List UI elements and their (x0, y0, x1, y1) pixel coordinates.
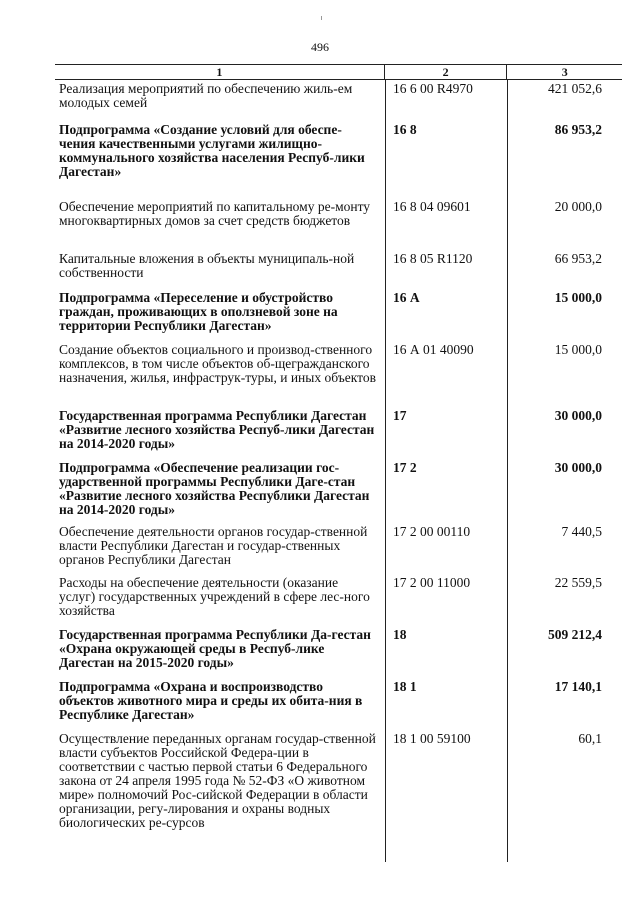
table-row (55, 628, 622, 670)
row-amount: 60,1 (578, 731, 602, 746)
row-code: 16 А 01 40090 (393, 342, 474, 357)
row-amount: 15 000,0 (554, 342, 602, 357)
table-row (55, 461, 622, 517)
row-code: 16 8 05 R1120 (393, 251, 473, 266)
row-code: 16 6 00 R4970 (393, 81, 473, 96)
table-row (55, 252, 622, 280)
column-header-1: 1 (55, 65, 385, 79)
table-body (55, 80, 622, 862)
row-name: Подпрограмма «Обеспечение реализации гос-ударственной программы Республики Даге-стан «Развитие лесного хозяйства Республики Дагестан на 2014-2020 годы» (59, 460, 370, 517)
row-amount: 421 052,6 (548, 81, 602, 96)
row-amount: 7 440,5 (561, 524, 602, 539)
row-code: 18 1 (393, 679, 417, 694)
row-name: Создание объектов социального и производ-ственного комплексов, в том числе объектов об-щегражданского назначения, жилья, инфраструк-туры, и иных объектов (59, 342, 376, 385)
row-name: Осуществление переданных органам государ-ственной власти субъектов Российской Федера-ции в соответствии с частью первой статьи 6 Федерального закона от 24 апреля 1995 года № 52-ФЗ «О животном мире» полномочий Рос-сийской Федерации в области организации, регу-лирования и охраны водных биологических ре-сурсов (59, 731, 376, 830)
row-name: Капитальные вложения в объекты муниципаль-ной собственности (59, 251, 355, 280)
table-row (55, 82, 622, 110)
row-amount: 22 559,5 (554, 575, 602, 590)
table-row (55, 409, 622, 451)
row-name: Подпрограмма «Создание условий для обеспе-чения качественными услугами жилищно-коммунального хозяйства населения Респуб-лики Дагестан» (59, 122, 365, 179)
row-code: 17 2 00 11000 (393, 575, 471, 590)
row-amount: 86 953,2 (554, 122, 602, 137)
column-header-3: 3 (561, 65, 568, 79)
row-name: Обеспечение деятельности органов государ-ственной власти Республики Дагестан и государ-ственных органов Республики Дагестан (59, 524, 368, 567)
table-row (55, 343, 622, 385)
table-header (55, 64, 622, 80)
row-code: 16 8 04 09601 (393, 199, 471, 214)
table-row (55, 200, 622, 228)
row-amount: 30 000,0 (554, 460, 602, 475)
row-amount: 20 000,0 (554, 199, 602, 214)
row-name: Государственная программа Республики Да-гестан «Охрана окружающей среды в Респуб-лике Дагестан на 2015-2020 годы» (59, 627, 371, 670)
row-name: Государственная программа Республики Дагестан «Развитие лесного хозяйства Респуб-лики Дагестан на 2014-2020 годы» (59, 408, 375, 451)
row-name: Расходы на обеспечение деятельности (оказание услуг) государственных учреждений в сфере лес-ного хозяйства (59, 575, 370, 618)
page-number: 496 (311, 40, 329, 54)
row-name: Подпрограмма «Охрана и воспроизводство объектов животного мира и среды их обита-ния в Республике Дагестан» (59, 679, 363, 722)
row-amount: 66 953,2 (554, 251, 602, 266)
row-name: Подпрограмма «Переселение и обустройство граждан, проживающих в оползневой зоне на территории Республики Дагестан» (59, 290, 338, 333)
row-code: 17 2 00 00110 (393, 524, 471, 539)
row-code: 18 (393, 627, 407, 642)
row-amount: 15 000,0 (554, 290, 602, 305)
row-name: Обеспечение мероприятий по капитальному ре-монту многоквартирных домов за счет средств бюджетов (59, 199, 371, 228)
row-code: 16 8 (393, 122, 417, 137)
row-amount: 17 140,1 (554, 679, 602, 694)
table-row (55, 123, 622, 179)
scan-mark (321, 16, 322, 20)
table-row (55, 525, 622, 567)
row-code: 17 2 (393, 460, 417, 475)
table-row (55, 680, 622, 722)
row-code: 18 1 00 59100 (393, 731, 471, 746)
row-amount: 509 212,4 (548, 627, 602, 642)
row-amount: 30 000,0 (554, 408, 602, 423)
column-header-2: 2 (385, 65, 508, 79)
table-row (55, 576, 622, 618)
table-row (55, 732, 622, 830)
budget-table (55, 64, 622, 862)
row-code: 17 (393, 408, 407, 423)
row-code: 16 А (393, 290, 420, 305)
table-row (55, 291, 622, 333)
row-name: Реализация мероприятий по обеспечению жиль-ем молодых семей (59, 81, 353, 110)
